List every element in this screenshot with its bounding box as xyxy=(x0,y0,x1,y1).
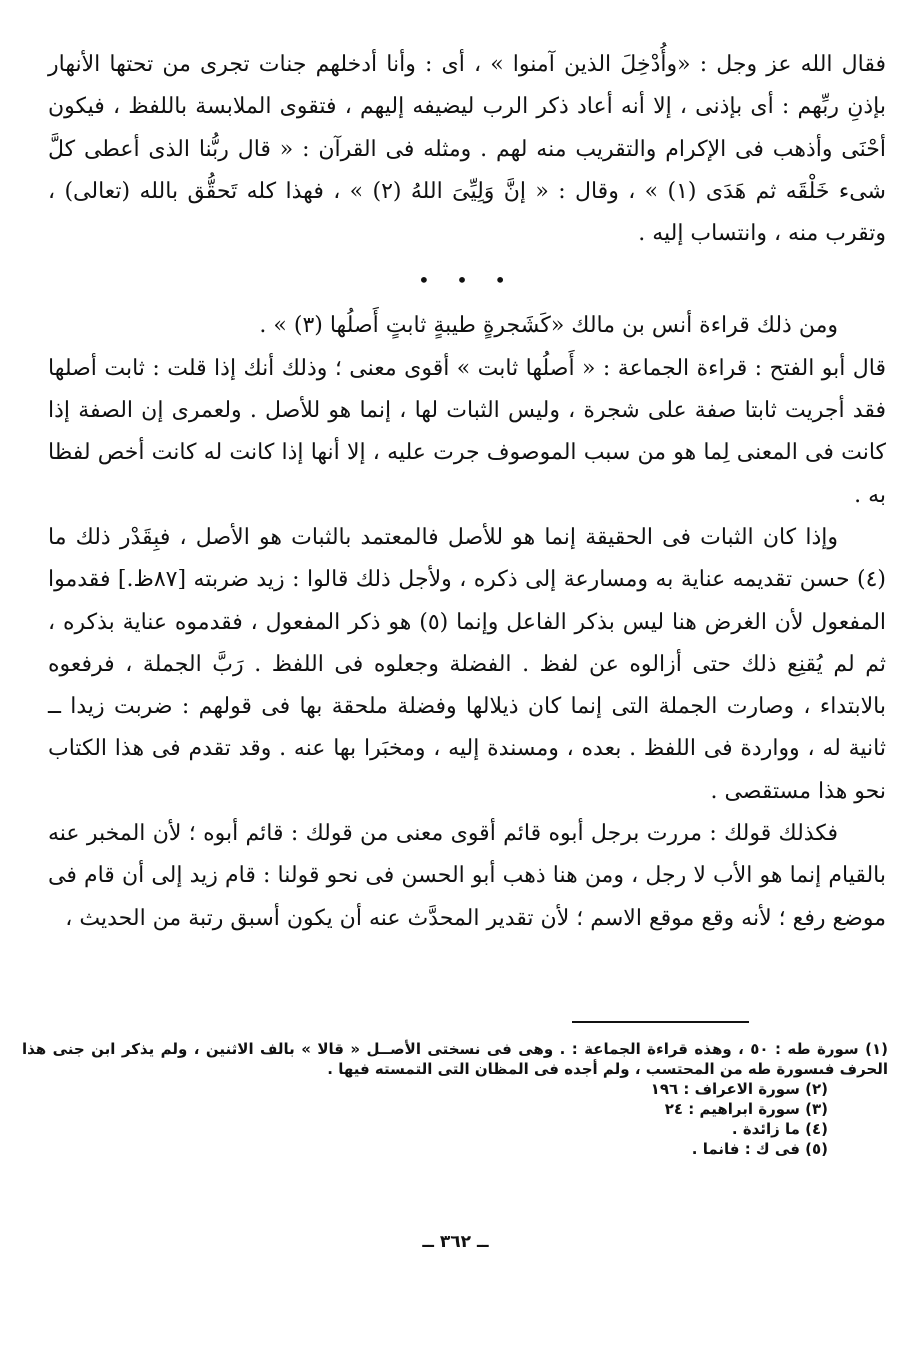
footnotes xyxy=(22,1040,888,1159)
footnote-5: (٥) فى ك : فانما . xyxy=(691,1140,828,1158)
page-number: ــ ٣٦٢ ــ xyxy=(422,1232,489,1252)
section-separator: • • • xyxy=(417,268,517,293)
footnote-3: (٣) سورة ابراهيم : ٢٤ xyxy=(664,1100,828,1118)
footnote-4: (٤) ما زائدة . xyxy=(731,1120,828,1138)
paragraph-5: فكذلك قولك : مررت برجل أبوه قائم أقوى معنى من قولك : قائم أبوه ؛ لأن المخبر عنه بالقيام إنما هو الأب لا رجل ، ومن هنا ذهب أبو الحسن فى نحو قولنا : قام زيد إلى أن قام فى موضع رفع ؛ لأنه وقع موقع الاسم ؛ لأن تقدير المحدَّث عنه أن يكون أسبق رتبة من الحديث ، xyxy=(48,821,886,931)
paragraph-3: قال أبو الفتح : قراءة الجماعة : « أَصلُها ثابت » أقوى معنى ؛ وذلك أنك إذا قلت : ثابت أصلها فقد أجريت ثابتا صفة على شجرة ، وليس الثبات لها ، إنما هو للأصل . ولعمرى إن الصفة إذا كانت فى المعنى لِما هو من سبب الموصوف جرت عليه ، إلا أنها إذا كانت له كانت أخص لفظا به . xyxy=(48,355,886,508)
paragraph-1: فقال الله عز وجل : «وأُدْخِلَ الذين آمنوا » ، أى : وأنا أدخلهم جنات تجرى من تحتها الأنهار بإذنِ ربِّهم : أى بإذنى ، إلا أنه أعاد ذكر الرب ليضيفه إليهم ، فتقوى الملابسة باللفظ ، فيكون أحْنَى وأذهب فى الإكرام والتقريب منه لهم . ومثله فى القرآن : « قال ربُّنا الذى أعطى كلَّ شىء خَلْقَه ثم هَدَى (١) » ، وقال : « إنَّ وَلِيِّىَ اللهُ (٢) » ، فهذا كله تَحقُّق بالله (تعالى) ، وتقرب منه ، وانتساب إليه . xyxy=(48,52,886,247)
footnote-1: (١) سورة طه : ٥٠ ، وهذه قراءة الجماعة : . وهى فى نسختى الأصــل « قالا » بالف الاثنين ، ولم يذكر ابن جنى هذا الحرف فىسورة طه من المحتسب ، ولم أجده فى المظان التى التمسته فيها . xyxy=(22,1040,888,1078)
paragraph-2: ومن ذلك قراءة أنس بن مالك «كَشَجرةٍ طيبةٍ ثابتٍ أَصلُها (٣) » . xyxy=(259,313,838,339)
footnote-2: (٢) سورة الاعراف : ١٩٦ xyxy=(650,1080,828,1098)
main-text xyxy=(48,44,886,940)
paragraph-4: وإذا كان الثبات فى الحقيقة إنما هو للأصل فالمعتمد بالثبات هو الأصل ، فبِقَدْر ذلك ما (٤) حسن تقديمه عناية به ومسارعة إلى ذكره ، ولأجل ذلك قالوا : زيد ضربته [٨٧ظ.] فقدموا المفعول لأن الغرض هنا ليس بذكر الفاعل وإنما (٥) هو ذكر المفعول ، فقدموه عناية بذكره ، ثم لم يُقنِع ذلك حتى أزالوه عن لفظ . الفضلة وجعلوه فى اللفظ . رَبَّ الجملة ، فرفعوه بالابتداء ، وصارت الجملة التى إنما كان ذيلالها وفضلة ملحقة بها فى قولهم : ضربت زيدا ــ ثانية له ، وواردة فى اللفظ . بعده ، ومسندة إليه ، ومخبَرا بها عنه . وقد تقدم فى هذا الكتاب نحو هذا مستقصى . xyxy=(48,524,887,804)
footnote-divider xyxy=(572,1021,749,1023)
